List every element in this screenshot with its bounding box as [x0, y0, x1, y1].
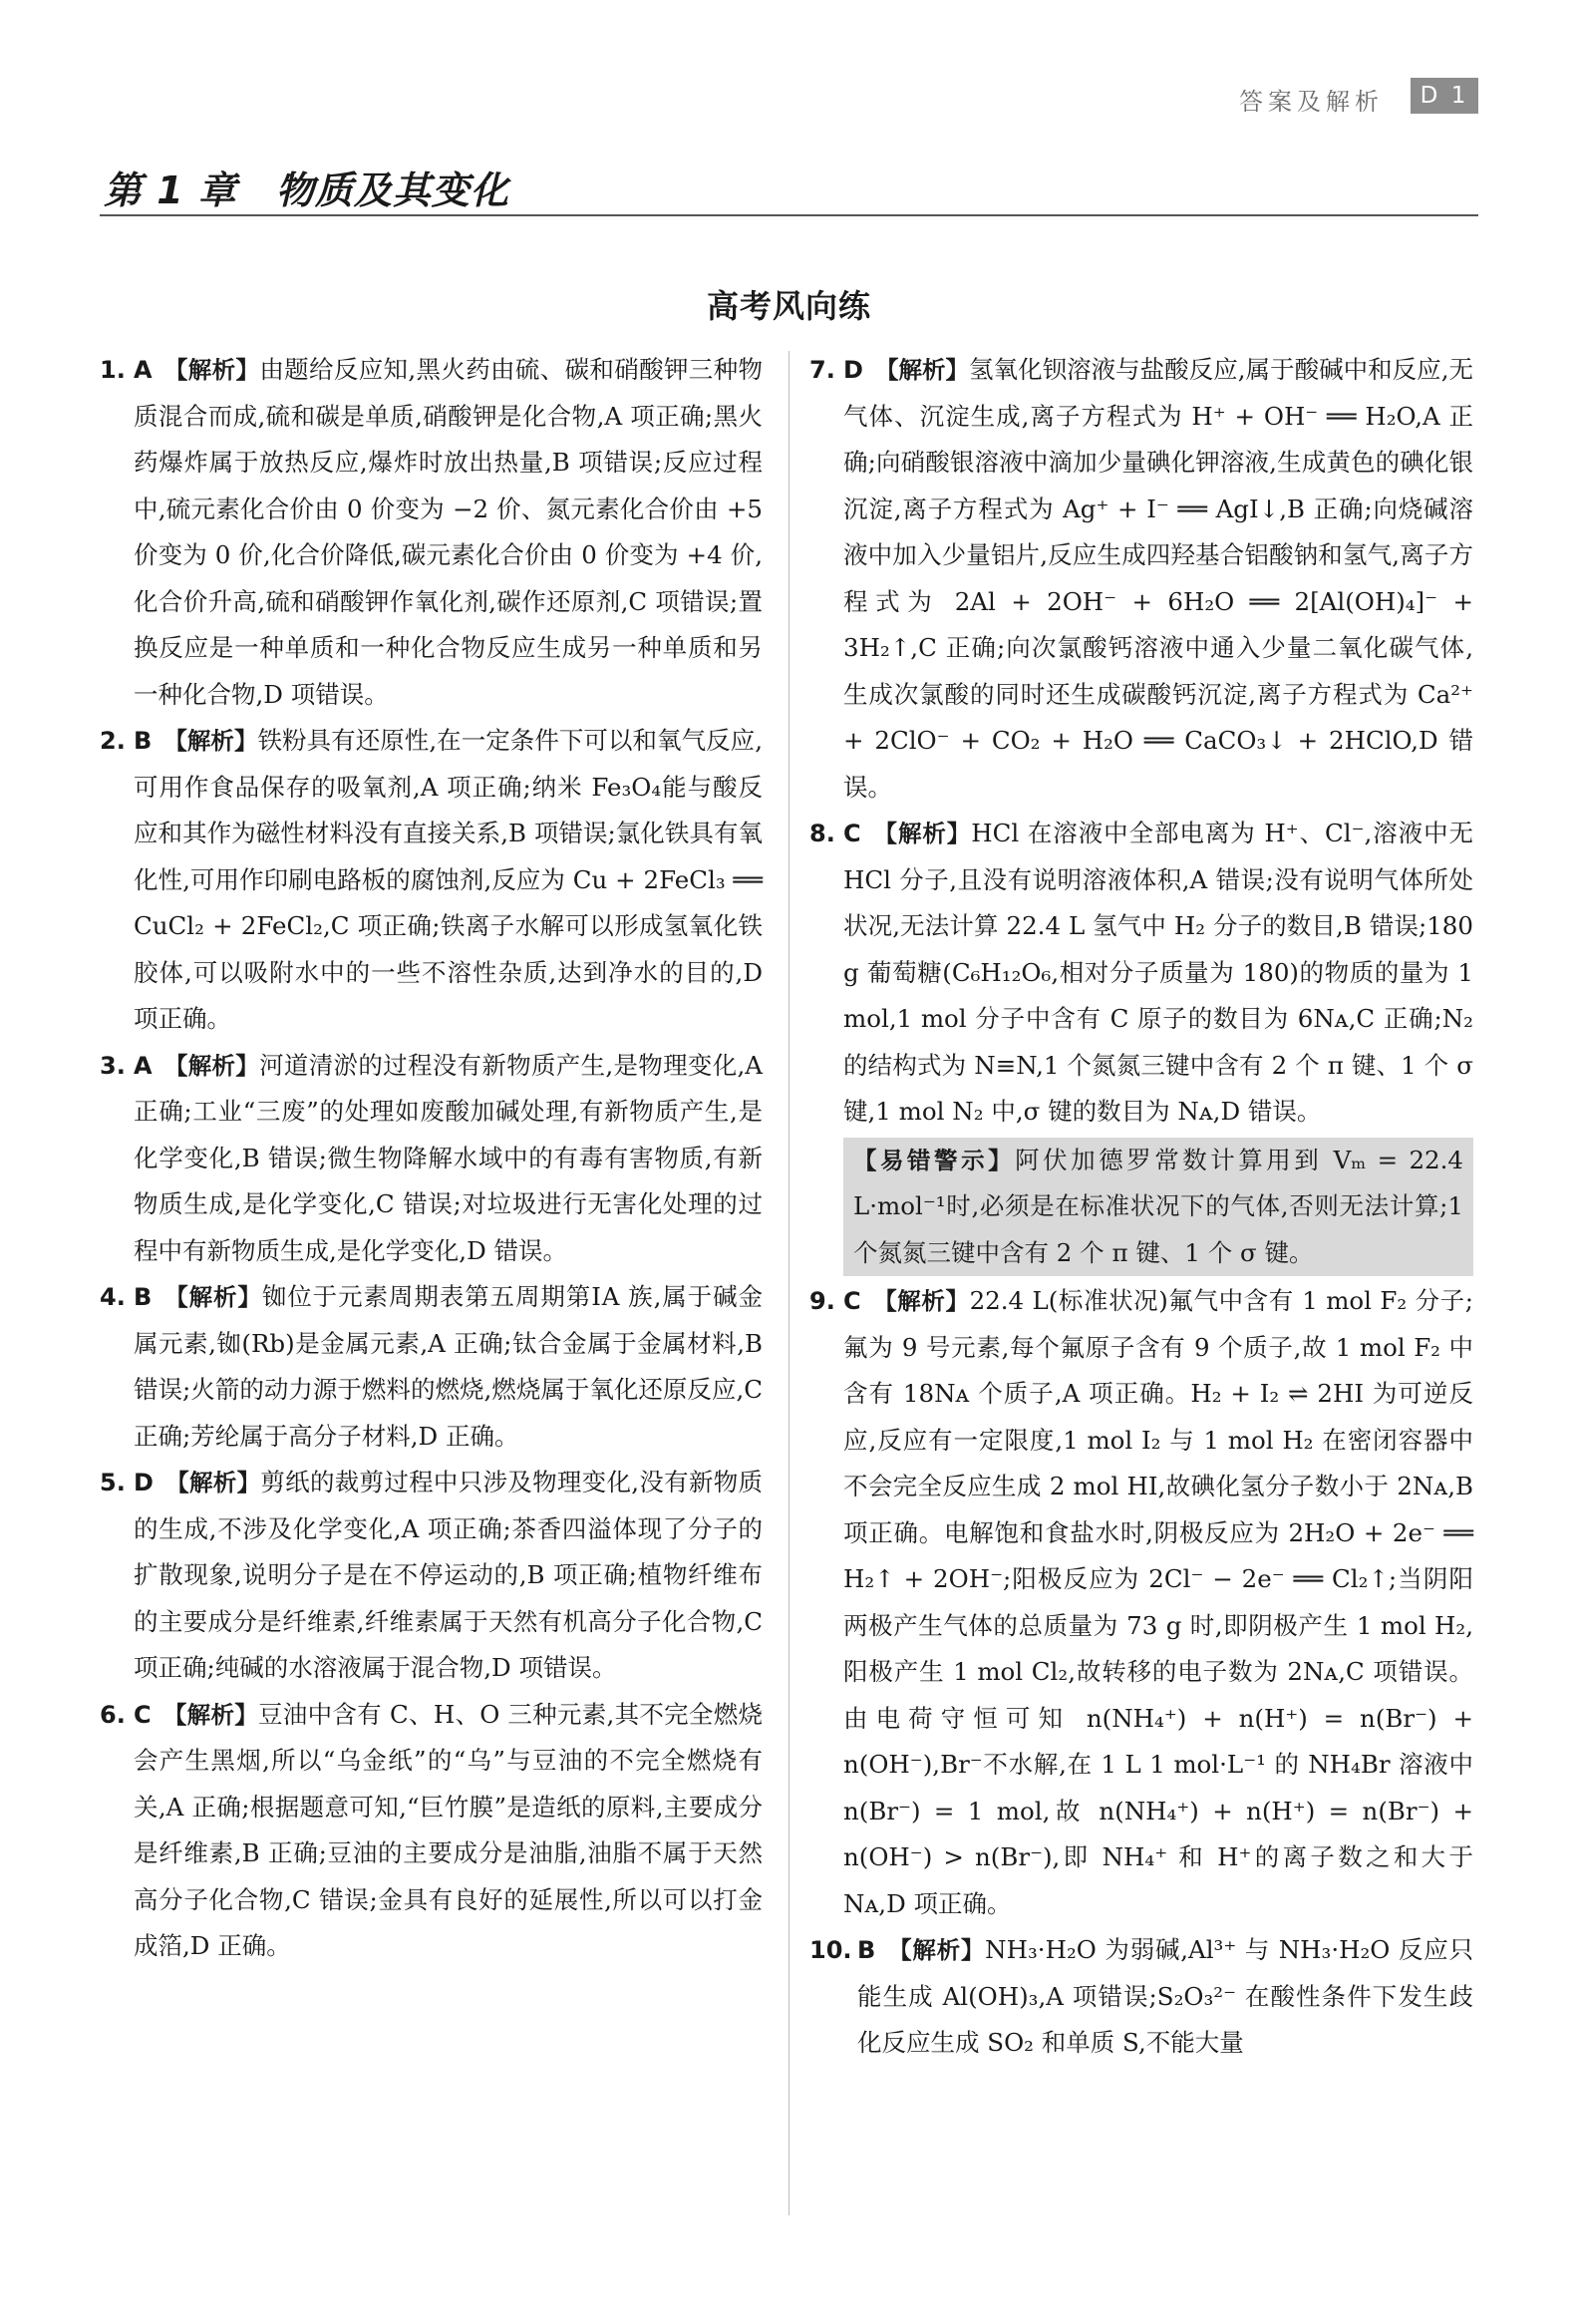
header-section-name: 答案及解析 — [1239, 88, 1384, 116]
chapter-title: 第 1 章 物质及其变化 — [104, 168, 509, 212]
item-label: 【解析】 — [872, 1287, 970, 1315]
item-number: 6. — [100, 1700, 126, 1729]
item-number: 1. — [100, 356, 126, 384]
item-answer: D — [843, 356, 863, 384]
warning-label: 【易错警示】 — [853, 1146, 1016, 1174]
item-answer: A — [134, 356, 153, 384]
item-text: 由题给反应知,黑火药由硫、碳和硝酸钾三种物质混合而成,硫和碳是单质,硝酸钾是化合物,A 项正确;黑火药爆炸属于放热反应,爆炸时放出热量,B 项错误;反应过程中,硫元素化合价由 0 价变为 −2 价、氮元素化合价由 +5 价变为 0 价,化合价降低,碳元素化合价由 0 价变为 +4 价,化合价升高,硫和硝酸钾作氧化剂,碳作还原剂,C 项错误;置换反应是一种单质和一种化合物反应生成另一种单质和另一种化合物,D 项错误。 — [134, 355, 763, 709]
item-label: 【解析】 — [163, 1283, 262, 1311]
page-header — [100, 78, 1478, 118]
item-answer: C — [843, 1287, 861, 1315]
answer-item-6 — [100, 1692, 763, 1970]
item-label: 【解析】 — [164, 1469, 261, 1496]
item-text: NH₃·H₂O 为弱碱,Al³⁺ 与 NH₃·H₂O 反应只能生成 Al(OH)₃,A 项错误;S₂O₃²⁻ 在酸性条件下发生歧化反应生成 SO₂ 和单质 S,不能大量 — [857, 1935, 1474, 2057]
answer-item-8 — [809, 811, 1473, 1136]
item-label: 【解析】 — [163, 1051, 260, 1080]
left-column — [100, 347, 763, 1970]
item-text: HCl 在溶液中全部电离为 H⁺、Cl⁻,溶液中无 HCl 分子,且没有说明溶液体积,A 错误;没有说明气体所处状况,无法计算 22.4 L 氢气中 H₂ 分子的数目,B 错误;180 g 葡萄糖(C₆H₁₂O₆,相对分子质量为 180)的物质的量为 1 mol,1 mol 分子中含有 C 原子的数目为 6Nᴀ,C 正确;N₂ 的结构式为 N≡N,1 个氮氮三键中含有 2 个 π 键、1 个 σ 键,1 mol N₂ 中,σ 键的数目为 Nᴀ,D 错误。 — [843, 819, 1474, 1126]
item-answer: B — [857, 1936, 876, 1964]
answer-item-5 — [100, 1460, 763, 1692]
chapter-divider — [100, 214, 1478, 216]
item-number: 8. — [809, 820, 835, 847]
item-label: 【解析】 — [872, 820, 972, 847]
answer-item-4 — [100, 1274, 763, 1460]
item-text: 河道清淤的过程没有新物质产生,是物理变化,A 正确;工业“三废”的处理如废酸加碱处理,有新物质产生,是化学变化,B 错误;微生物降解水域中的有毒有害物质,有新物质生成,是化学变化,C 错误;对垃圾进行无害化处理的过程中有新物质生成,是化学变化,D 错误。 — [134, 1050, 763, 1265]
item-label: 【解析】 — [163, 356, 260, 384]
item-label: 【解析】 — [162, 1700, 259, 1729]
right-column — [809, 347, 1473, 2067]
item-text: 铁粉具有还原性,在一定条件下可以和氧气反应,可用作食品保存的吸氧剂,A 项正确;纳米 Fe₃O₄能与酸反应和其作为磁性材料没有直接关系,B 项错误;氯化铁具有氧化性,可用作印刷电路板的腐蚀剂,反应为 Cu + 2FeCl₃ ══ CuCl₂ + 2FeCl₂,C 项正确;铁离子水解可以形成氢氧化铁胶体,可以吸附水中的一些不溶性杂质,达到净水的目的,D 项正确。 — [134, 726, 763, 1033]
item-text: 22.4 L(标准状况)氟气中含有 1 mol F₂ 分子;氟为 9 号元素,每个氟原子含有 9 个质子,故 1 mol F₂ 中含有 18Nᴀ 个质子,A 项正确。H₂ + I₂ ⇌ 2HI 为可逆反应,反应有一定限度,1 mol I₂ 与 1 mol H₂ 在密闭容器中不会完全反应生成 2 mol HI,故碘化氢分子数小于 2Nᴀ,B 项正确。电解饱和食盐水时,阴极反应为 2H₂O + 2e⁻ ══ H₂↑ + 2OH⁻;阳极反应为 2Cl⁻ − 2e⁻ ══ Cl₂↑;当阴阳两极产生气体的总质量为 73 g 时,即阴极产生 1 mol H₂,阳极产生 1 mol Cl₂,故转移的电子数为 2Nᴀ,C 项错误。由电荷守恒可知 n(NH₄⁺) + n(H⁺) = n(Br⁻) + n(OH⁻),Br⁻不水解,在 1 L 1 mol·L⁻¹ 的 NH₄Br 溶液中 n(Br⁻) = 1 mol,故 n(NH₄⁺) + n(H⁺) = n(Br⁻) + n(OH⁻) > n(Br⁻),即 NH₄⁺ 和 H⁺的离子数之和大于 Nᴀ,D 项正确。 — [843, 1286, 1474, 1918]
item-label: 【解析】 — [887, 1936, 986, 1964]
item-text: 剪纸的裁剪过程中只涉及物理变化,没有新物质的生成,不涉及化学变化,A 项正确;茶香四溢体现了分子的扩散现象,说明分子是在不停运动的,B 项正确;植物纤维布的主要成分是纤维素,纤维素属于天然有机高分子化合物,C 项正确;纯碱的水溶液属于混合物,D 项错误。 — [134, 1468, 764, 1682]
answer-item-7 — [809, 347, 1473, 811]
answer-item-10 — [809, 1927, 1473, 2067]
item-number: 5. — [100, 1469, 126, 1496]
item-text: 氢氧化钡溶液与盐酸反应,属于酸碱中和反应,无气体、沉淀生成,离子方程式为 H⁺ + OH⁻ ══ H₂O,A 正确;向硝酸银溶液中滴加少量碘化钾溶液,生成黄色的碘化银沉淀,离子方程式为 Ag⁺ + I⁻ ══ AgI↓,B 正确;向烧碱溶液中加入少量铝片,反应生成四羟基合铝酸钠和氢气,离子方程式为 2Al + 2OH⁻ + 6H₂O ══ 2[Al(OH)₄]⁻ + 3H₂↑,C 正确;向次氯酸钙溶液中通入少量二氧化碳气体,生成次氯酸的同时还生成碳酸钙沉淀,离子方程式为 Ca²⁺ + 2ClO⁻ + CO₂ + H₂O ══ CaCO₃↓ + 2HClO,D 错误。 — [843, 355, 1474, 802]
answer-item-1 — [100, 347, 763, 718]
item-answer: D — [134, 1469, 154, 1496]
warning-text: 阿伏加德罗常数计算用到 Vₘ = 22.4 L·mol⁻¹时,必须是在标准状况下的气体,否则无法计算;1 个氮氮三键中含有 2 个 π 键、1 个 σ 键。 — [853, 1145, 1463, 1267]
answer-item-2 — [100, 718, 763, 1043]
item-answer: B — [134, 727, 153, 755]
mistake-warning-box — [843, 1138, 1473, 1277]
item-text: 豆油中含有 C、H、O 三种元素,其不完全燃烧会产生黑烟,所以“乌金纸”的“乌”与豆油的不完全燃烧有关,A 正确;根据题意可知,“巨竹膜”是造纸的原料,主要成分是纤维素,B 正确;豆油的主要成分是油脂,油脂不属于天然高分子化合物,C 错误;金具有良好的延展性,所以可以打金成箔,D 正确。 — [134, 1699, 763, 1960]
item-number: 9. — [809, 1287, 835, 1315]
item-answer: C — [843, 820, 861, 847]
item-label: 【解析】 — [163, 727, 258, 755]
item-answer: B — [134, 1283, 153, 1311]
item-number: 10. — [809, 1936, 852, 1964]
item-number: 4. — [100, 1283, 126, 1311]
item-answer: C — [134, 1700, 152, 1729]
item-number: 7. — [809, 356, 835, 384]
item-number: 2. — [100, 727, 126, 755]
section-title: 高考风向练 — [706, 287, 871, 325]
item-text: 铷位于元素周期表第五周期第ⅠA 族,属于碱金属元素,铷(Rb)是金属元素,A 正确;钛合金属于金属材料,B 错误;火箭的动力源于燃料的燃烧,燃烧属于氧化还原反应,C 正确;芳纶属于高分子材料,D 正确。 — [134, 1282, 764, 1451]
item-number: 3. — [100, 1051, 126, 1080]
answer-item-9 — [809, 1278, 1473, 1927]
item-answer: A — [134, 1051, 153, 1080]
answer-item-3 — [100, 1043, 763, 1275]
page-number-badge: D 1 — [1411, 78, 1478, 114]
item-label: 【解析】 — [874, 356, 970, 384]
